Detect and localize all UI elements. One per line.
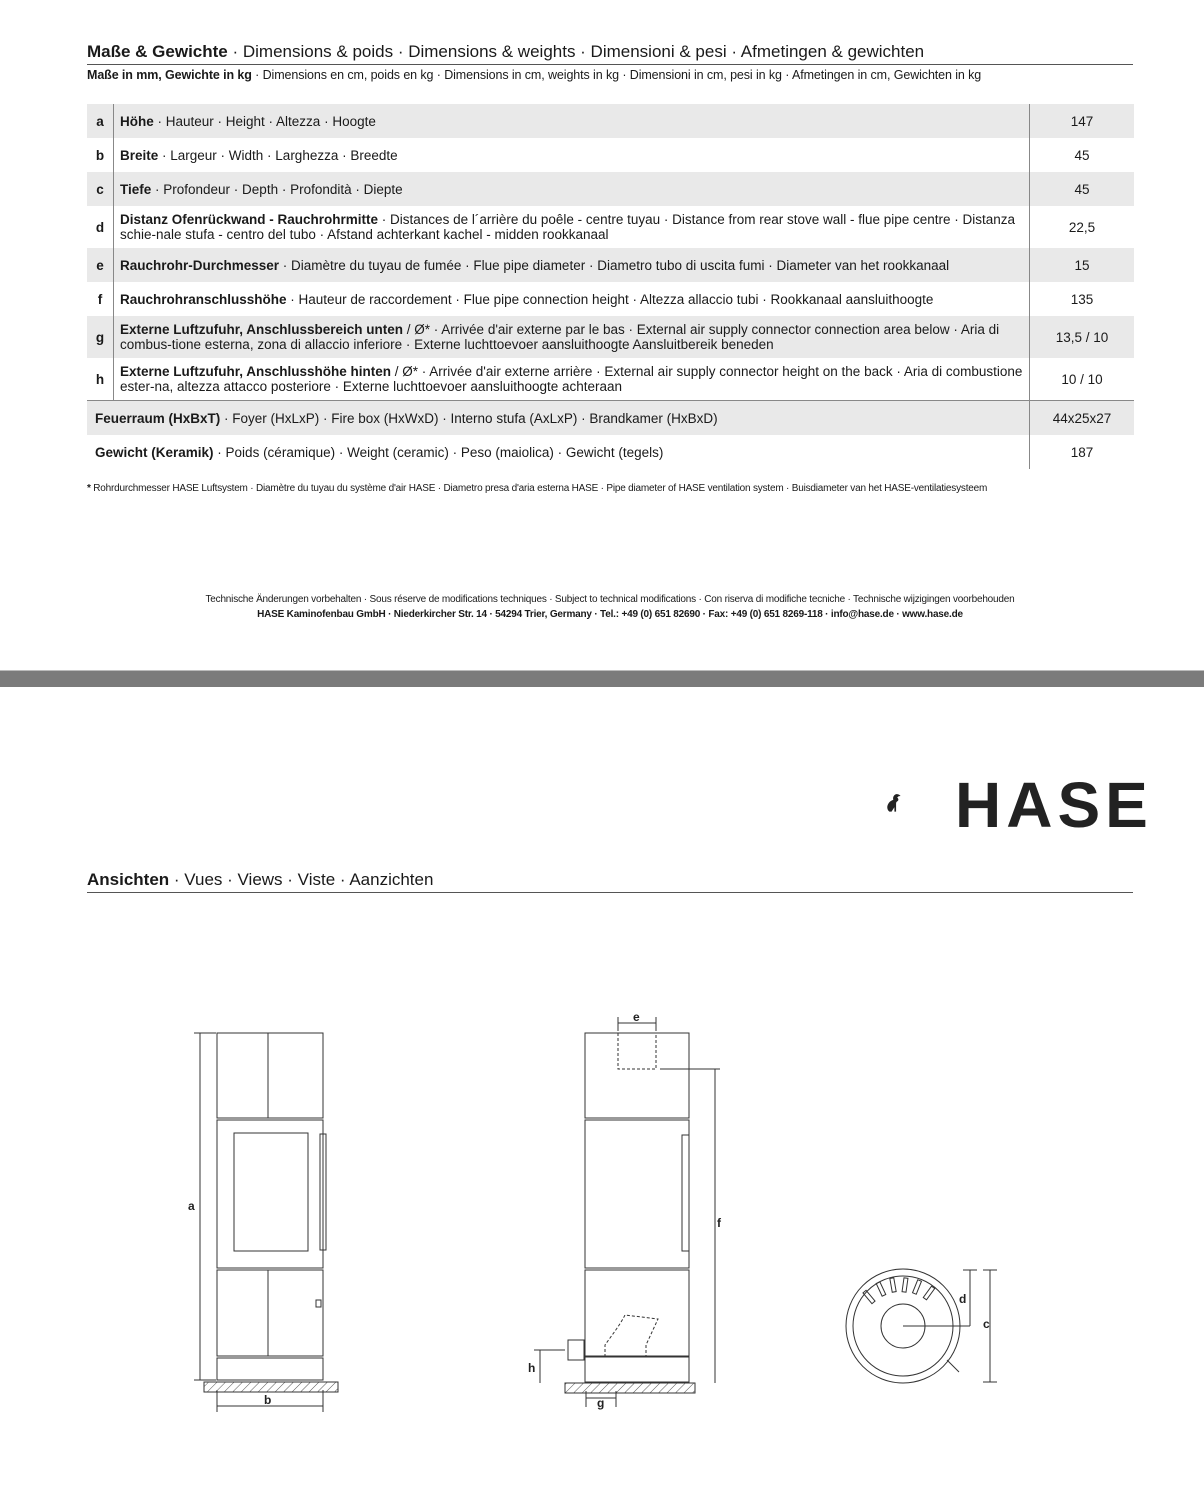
table-row: f Rauchrohranschlusshöhe · Hauteur de raccordement · Flue pipe connection height · Altezza allaccio tubi · Rookkanaal aansluithoogte 135 <box>87 282 1134 316</box>
front-view-drawing <box>180 1020 350 1420</box>
table-row: c Tiefe · Profondeur · Depth · Profondità · Diepte 45 <box>87 172 1134 206</box>
footnote: * Rohrdurchmesser HASE Luftsystem · Diamètre du tuyau du système d'air HASE · Diametro presa d'aria esterna HASE · Pipe diameter of HASE ventilation system · Buisdiameter van het HASE-ventilatiesysteem <box>87 483 988 494</box>
dim-label-a: a <box>188 1199 195 1213</box>
table-row: g Externe Luftzufuhr, Anschlussbereich unten / Ø* · Arrivée d'air externe par le bas · External air supply connector connection area below · Aria di combus-tione esterna, zona di allaccio inferiore · Externe luchttoevoer aansluithoogte Aansluitbereik beneden 13,5 / 10 <box>87 316 1134 358</box>
brand-wordmark: HASE <box>955 769 1153 841</box>
table-row: b Breite · Largeur · Width · Larghezza · Breedte 45 <box>87 138 1134 172</box>
table-row: d Distanz Ofenrückwand - Rauchrohrmitte · Distances de l´arrière du poêle - centre tuyau · Distance from rear stove wall - flue pipe centre · Distanza schie-nale stufa - centro del tubo · Afstand achterkant kachel - midden rookkanaal 22,5 <box>87 206 1134 248</box>
dim-label-e: e <box>633 1010 640 1024</box>
table-row: h Externe Luftzufuhr, Anschlusshöhe hinten / Ø* · Arrivée d'air externe arrière · External air supply connector height on the back · Aria di combustione ester-na, altezza attacco posteriore · Externe luchttoevoer aansluithoogte achteraan 10 / 10 <box>87 358 1134 401</box>
side-view-drawing <box>520 1005 740 1415</box>
table-row: Feuerraum (HxBxT) · Foyer (HxLxP) · Fire box (HxWxD) · Interno stufa (AxLxP) · Brandkamer (HxBxD) 44x25x27 <box>87 401 1134 436</box>
company-address: HASE Kaminofenbau GmbH · Niederkircher Str. 14 · 54294 Trier, Germany · Tel.: +49 (0) 651 82690 · Fax: +49 (0) 651 8269-118 · info@hase.de · www.hase.de <box>257 609 963 620</box>
top-view-drawing <box>835 1260 1005 1390</box>
dim-label-d: d <box>959 1292 967 1306</box>
dim-label-b: b <box>264 1393 272 1407</box>
legal-notice: Technische Änderungen vorbehalten · Sous réserve de modifications techniques · Subject to technical modifications · Con riserva di modifiche tecniche · Technische wijzigingen voorbehouden <box>205 594 1015 605</box>
dim-label-f: f <box>717 1216 721 1230</box>
dim-label-h: h <box>528 1361 536 1375</box>
dim-label-c: c <box>983 1317 990 1331</box>
table-row: e Rauchrohr-Durchmesser · Diamètre du tuyau de fumée · Flue pipe diameter · Diametro tubo di uscita fumi · Diameter van het rookkanaal 15 <box>87 248 1134 282</box>
hare-logo-icon <box>886 768 956 838</box>
views-title: Ansichten · Vues · Views · Viste · Aanzichten <box>87 870 1133 893</box>
dim-label-g: g <box>597 1396 605 1410</box>
table-row: a Höhe · Hauteur · Height · Altezza · Hoogte 147 <box>87 104 1134 138</box>
page-divider <box>0 670 1204 687</box>
dimensions-subtitle: Maße in mm, Gewichte in kg · Dimensions en cm, poids en kg · Dimensions in cm, weights in kg · Dimensioni in cm, pesi in kg · Afmetingen in cm, Gewichten in kg <box>87 68 982 82</box>
table-row: Gewicht (Keramik) · Poids (céramique) · Weight (ceramic) · Peso (maiolica) · Gewicht (tegels) 187 <box>87 435 1134 469</box>
dimensions-title: Maße & Gewichte · Dimensions & poids · Dimensions & weights · Dimensioni & pesi · Afmetingen & gewichten <box>87 42 1133 65</box>
dimensions-page <box>0 0 1204 670</box>
dimensions-table <box>87 104 1134 469</box>
